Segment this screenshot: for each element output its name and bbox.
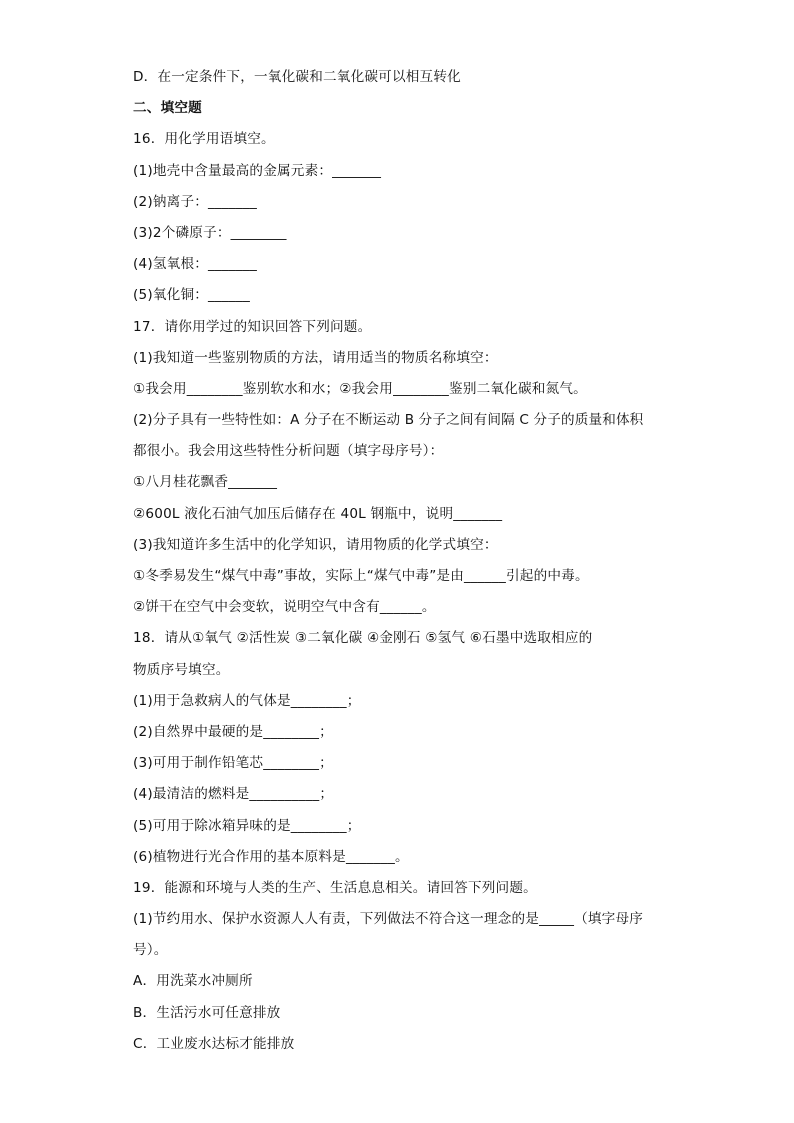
question-17-part-2: (2)分子具有一些特性如：A 分子在不断运动 B 分子之间有间隔 C 分子的质量和体积 xyxy=(133,412,644,429)
question-18-stem: 18．请从①氧气 ②活性炭 ③二氧化碳 ④金刚石 ⑤氢气 ⑥石墨中选取相应的 xyxy=(133,630,593,647)
document-page xyxy=(133,62,668,1060)
question-18-part-6: (6)植物进行光合作用的基本原料是_______。 xyxy=(133,848,409,865)
question-19-part-1-continued: 号）。 xyxy=(133,942,168,959)
question-19-option-a: A．用洗菜水冲厕所 xyxy=(133,973,253,990)
option-d-previous-question: D．在一定条件下，一氧化碳和二氧化碳可以相互转化 xyxy=(133,69,461,85)
question-18-part-2: (2)自然界中最硬的是________； xyxy=(133,723,333,740)
question-17-part-1: (1)我知道一些鉴别物质的方法，请用适当的物质名称填空： xyxy=(133,349,498,366)
question-16-stem: 16．用化学用语填空。 xyxy=(133,131,275,148)
question-18-part-1: (1)用于急救病人的气体是________； xyxy=(133,692,361,709)
question-18-part-4: (4)最清洁的燃料是__________； xyxy=(133,786,334,803)
question-17-part-2-continued: 都很小。我会用这些特性分析问题（填字母序号）： xyxy=(133,443,444,460)
question-17-part-3-item-1: ①冬季易发生“煤气中毒”事故，实际上“煤气中毒”是由______引起的中毒。 xyxy=(133,568,589,584)
question-17-part-3-item-2: ②饼干在空气中会变软，说明空气中含有______。 xyxy=(133,599,436,616)
question-19-stem: 19．能源和环境与人类的生产、生活息息相关。请回答下列问题。 xyxy=(133,879,537,896)
question-17-part-2-item-1: ①八月桂花飘香_______ xyxy=(133,474,278,491)
question-17-stem: 17．请你用学过的知识回答下列问题。 xyxy=(133,318,372,335)
question-19-part-1: (1)节约用水、保护水资源人人有责，下列做法不符合这一理念的是_____（填字母序 xyxy=(133,911,644,928)
question-18-part-3: (3)可用于制作铅笔芯________； xyxy=(133,755,333,772)
question-16-part-2: (2)钠离子：_______ xyxy=(133,193,258,210)
question-17-part-2-item-2: ②600L 液化石油气加压后储存在 40L 钢瓶中，说明_______ xyxy=(133,505,503,522)
section-heading-fill-in: 二、填空题 xyxy=(133,100,202,117)
question-16-part-5: (5)氧化铜：______ xyxy=(133,287,251,304)
question-17-part-3: (3)我知道许多生活中的化学知识，请用物质的化学式填空： xyxy=(133,536,498,553)
question-19-option-b: B．生活污水可任意排放 xyxy=(133,1004,281,1021)
question-16-part-1: (1)地壳中含量最高的金属元素：_______ xyxy=(133,162,382,179)
question-19-option-c: C．工业废水达标才能排放 xyxy=(133,1035,295,1052)
question-16-part-3: (3)2个磷原子：________ xyxy=(133,224,287,241)
question-18-part-5: (5)可用于除冰箱异味的是________； xyxy=(133,817,361,834)
question-16-part-4: (4)氢氧根：_______ xyxy=(133,256,258,273)
question-18-stem-continued: 物质序号填空。 xyxy=(133,661,230,678)
question-17-part-1-blanks: ①我会用________鉴别软水和水；②我会用________鉴别二氧化碳和氮气。 xyxy=(133,380,587,397)
